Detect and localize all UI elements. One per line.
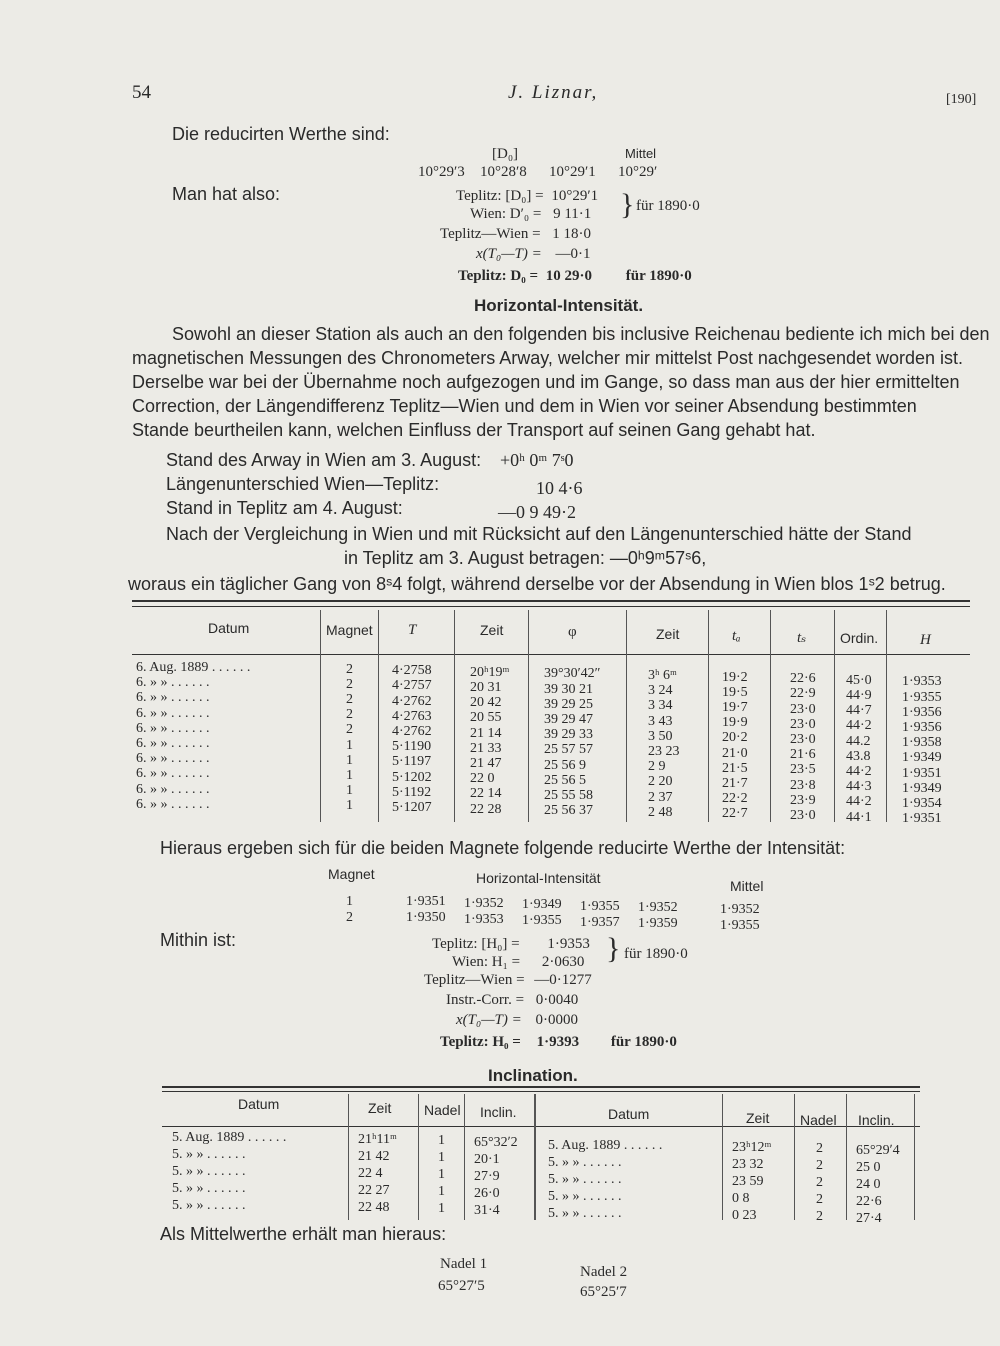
t1-header-magnet: Magnet bbox=[326, 622, 373, 638]
t1-cell-T: 4·2762 bbox=[392, 724, 432, 739]
declination-intro: Die reducirten Werthe sind: bbox=[172, 124, 390, 144]
t1-cell-datum: 6. » » . . . . . . bbox=[136, 751, 210, 767]
t2-left-cell: 27·9 bbox=[474, 1168, 500, 1184]
mittel-label: Mittel bbox=[625, 146, 657, 161]
t1-cell-datum: 6. » » . . . . . . bbox=[136, 705, 210, 721]
para-line-3: Derselbe war bei der Übernahme noch aufgezogen und im Gange, so dass man aus der hier ermittelten bbox=[132, 372, 960, 392]
page-number: 54 bbox=[132, 82, 151, 103]
t1-cell-phi: 39 29 47 bbox=[544, 712, 593, 727]
decl-line-4 bbox=[476, 246, 591, 263]
stand-line-1-label: Stand des Arway in Wien am 3. August: bbox=[166, 450, 482, 470]
decl-fur: für 1890·0 bbox=[636, 198, 700, 214]
int-line-3-label: Teplitz—Wien = bbox=[424, 972, 525, 988]
t2-header-datum-left: Datum bbox=[238, 1096, 280, 1112]
t1-header-T: T bbox=[408, 622, 417, 638]
t1-col-sep-9 bbox=[886, 610, 887, 822]
t1-col-sep-1 bbox=[320, 610, 321, 822]
table2-top-rule bbox=[162, 1086, 920, 1088]
t1-cell-phi: 25 57 57 bbox=[544, 742, 593, 758]
t1-cell-ta: 19·5 bbox=[722, 684, 748, 700]
int-row-mittel: 1·9352 bbox=[720, 902, 760, 917]
int-line-5-label: x(T₀—T) = bbox=[456, 1012, 522, 1028]
decl-line-2-value: 9 11·1 bbox=[553, 206, 592, 222]
t1-cell-ts: 23·5 bbox=[790, 762, 816, 778]
t2-col-sep-6 bbox=[794, 1094, 795, 1220]
int-row-value: 1·9352 bbox=[464, 895, 504, 911]
t1-cell-T: 4·2758 bbox=[392, 663, 432, 679]
t2-left-cell: 1 bbox=[438, 1167, 445, 1182]
t1-cell-zeit-2: 2 37 bbox=[648, 789, 673, 805]
t1-header-ta: tₐ bbox=[732, 628, 741, 644]
para-line-1: Sowohl an dieser Station als auch an den folgenden bis inclusive Reichenau bediente ich mich bei den bbox=[172, 324, 990, 344]
t1-cell-H: 1·9349 bbox=[902, 780, 942, 796]
t1-col-sep-6 bbox=[708, 610, 709, 822]
int-row-magnet: 1 bbox=[346, 894, 353, 909]
t1-cell-ts: 21·6 bbox=[790, 747, 816, 763]
t1-cell-phi: 25 56 9 bbox=[544, 757, 586, 773]
t1-cell-ordin: 44·9 bbox=[846, 688, 872, 703]
t1-cell-H: 1·9353 bbox=[902, 674, 942, 690]
para-line-4: Correction, der Längendifferenz Teplitz—Wien und dem in Wien vor seiner Absendung bestimmten bbox=[132, 396, 917, 416]
mithin-ist: Mithin ist: bbox=[160, 930, 237, 950]
t1-header-zeit-2: Zeit bbox=[656, 626, 680, 642]
t2-right-cell: 0 23 bbox=[732, 1207, 757, 1223]
t2-right-cell: 23ʰ12ᵐ bbox=[732, 1139, 772, 1155]
heading-inclination: Inclination. bbox=[488, 1066, 578, 1085]
t1-cell-phi: 25 56 37 bbox=[544, 803, 593, 819]
t2-header-nadel-left: Nadel bbox=[424, 1102, 461, 1118]
int-line-4 bbox=[446, 992, 578, 1009]
t1-cell-ordin: 43.8 bbox=[846, 748, 871, 764]
int-line-5-value: 0·0000 bbox=[535, 1012, 579, 1028]
int-result-fur: für 1890·0 bbox=[610, 1034, 677, 1050]
t2-right-cell: 23 59 bbox=[732, 1173, 764, 1189]
int-line-2 bbox=[452, 954, 584, 971]
t1-cell-ordin: 45·0 bbox=[846, 672, 872, 688]
int-line-2-label: Wien: H₁ = bbox=[452, 954, 521, 970]
t2-left-cell: 22 48 bbox=[358, 1199, 390, 1215]
t1-col-sep-7 bbox=[770, 610, 771, 822]
int-row-mittel: 1·9355 bbox=[720, 918, 760, 933]
vergleich-line-2: in Teplitz am 3. August betragen: —0ʰ9ᵐ57ˢ6, bbox=[344, 548, 707, 568]
t2-header-inclin-left: Inclin. bbox=[480, 1104, 517, 1120]
horizontal-paragraph bbox=[132, 322, 992, 442]
t1-header-zeit-1: Zeit bbox=[480, 622, 504, 638]
t2-header-inclin-right: Inclin. bbox=[858, 1112, 895, 1128]
t1-cell-zeit-2: 3 50 bbox=[648, 728, 673, 744]
decl-result-value: 10 29·0 bbox=[545, 268, 593, 284]
decl-value-1: 10°29ʹ3 bbox=[418, 164, 465, 180]
decl-line-3-label: Teplitz—Wien = bbox=[440, 226, 541, 242]
int-line-1-label: Teplitz: [H₀] = bbox=[432, 936, 520, 952]
t1-cell-H: 1·9349 bbox=[902, 750, 942, 766]
t1-cell-H: 1·9358 bbox=[902, 735, 942, 751]
man-hat-also: Man hat also: bbox=[172, 184, 281, 204]
t1-cell-H: 1·9356 bbox=[902, 720, 942, 735]
t1-header-ts: tₛ bbox=[797, 630, 807, 646]
int-line-4-label: Instr.-Corr. = bbox=[446, 992, 525, 1008]
stand-line-3-value: —0 9 49·2 bbox=[498, 502, 576, 522]
t1-cell-H: 1·9356 bbox=[902, 704, 942, 720]
t2-left-cell: 31·4 bbox=[474, 1202, 500, 1218]
t1-cell-phi: 39 29 33 bbox=[544, 727, 593, 743]
t1-cell-H: 1·9355 bbox=[902, 689, 942, 705]
t1-cell-ts: 23·0 bbox=[790, 808, 816, 823]
t1-cell-magnet: 2 bbox=[346, 722, 353, 738]
t2-left-cell: 22 27 bbox=[358, 1182, 390, 1198]
t2-left-cell: 5. » » . . . . . . bbox=[172, 1147, 246, 1162]
t1-cell-H: 1·9351 bbox=[902, 765, 942, 781]
t1-cell-T: 5·1202 bbox=[392, 769, 432, 785]
t1-cell-magnet: 1 bbox=[346, 737, 353, 753]
t1-cell-ts: 22·9 bbox=[790, 686, 816, 702]
nadel-1-label: Nadel 1 bbox=[440, 1256, 488, 1272]
t1-header-phi: φ bbox=[568, 624, 577, 640]
t2-right-cell: 22·6 bbox=[856, 1193, 882, 1209]
t1-cell-datum: 6. » » . . . . . . bbox=[136, 720, 210, 736]
t1-cell-ts: 23·9 bbox=[790, 792, 816, 808]
t1-cell-ta: 22·2 bbox=[722, 791, 748, 807]
t1-cell-zeit-1: 22 0 bbox=[470, 771, 495, 787]
int-col-horizontal: Horizontal-Intensität bbox=[476, 870, 601, 886]
t2-col-sep-8 bbox=[914, 1094, 915, 1220]
t1-cell-ts: 23·8 bbox=[790, 777, 816, 793]
t1-cell-T: 4·2762 bbox=[392, 693, 432, 709]
decl-line-4-label: x(T₀—T) = bbox=[476, 246, 542, 262]
t1-header-H: H bbox=[920, 632, 931, 648]
t2-col-sep-7 bbox=[846, 1094, 847, 1220]
int-row-magnet: 2 bbox=[346, 910, 353, 925]
t1-col-sep-5 bbox=[626, 610, 627, 822]
stand-line-3-label: Stand in Teplitz am 4. August: bbox=[166, 498, 403, 518]
t1-cell-magnet: 1 bbox=[346, 752, 353, 768]
intensity-intro: Hieraus ergeben sich für die beiden Magnete folgende reducirte Werthe der Intensität: bbox=[160, 838, 846, 858]
t2-left-cell: 5. Aug. 1889 . . . . . . bbox=[172, 1130, 287, 1145]
t1-cell-ta: 21·0 bbox=[722, 745, 748, 761]
table1-header-rule bbox=[132, 654, 970, 655]
int-row-value: 1·9357 bbox=[580, 914, 620, 930]
t1-cell-zeit-1: 20ʰ19ᵐ bbox=[470, 664, 510, 680]
t1-cell-zeit-1: 21 33 bbox=[470, 740, 502, 756]
d0-label: [D₀] bbox=[492, 146, 519, 162]
t1-cell-ordin: 44·2 bbox=[846, 764, 872, 779]
t1-cell-ordin: 44·3 bbox=[846, 779, 872, 795]
t2-left-cell: 22 4 bbox=[358, 1165, 383, 1181]
page-reference: [190] bbox=[946, 92, 977, 107]
t1-cell-T: 5·1207 bbox=[392, 800, 432, 815]
t1-cell-zeit-1: 20 31 bbox=[470, 680, 502, 695]
t1-cell-ordin: 44·1 bbox=[846, 809, 872, 825]
t1-cell-ordin: 44.2 bbox=[846, 733, 871, 749]
t2-right-cell: 5. Aug. 1889 . . . . . . bbox=[548, 1138, 663, 1153]
t1-cell-zeit-1: 22 28 bbox=[470, 801, 502, 817]
stand-line-2-label: Längenunterschied Wien—Teplitz: bbox=[166, 474, 440, 494]
decl-line-4-value: —0·1 bbox=[555, 246, 591, 262]
t2-left-cell: 20·1 bbox=[474, 1151, 500, 1167]
stand-line-2-value: 10 4·6 bbox=[536, 478, 583, 498]
t2-right-cell: 2 bbox=[816, 1209, 823, 1224]
int-col-mittel: Mittel bbox=[730, 878, 764, 894]
t2-col-sep-5 bbox=[722, 1094, 723, 1220]
t1-col-sep-2 bbox=[378, 610, 379, 822]
t2-right-cell: 5. » » . . . . . . bbox=[548, 1189, 622, 1204]
t1-col-sep-3 bbox=[454, 610, 455, 822]
t1-cell-phi: 39 30 21 bbox=[544, 681, 593, 697]
int-fur: für 1890·0 bbox=[624, 946, 688, 962]
decl-line-2 bbox=[470, 206, 591, 223]
t1-cell-magnet: 1 bbox=[346, 768, 353, 783]
mittel-intro: Als Mittelwerthe erhält man hieraus: bbox=[160, 1224, 447, 1244]
t2-right-cell: 5. » » . . . . . . bbox=[548, 1206, 622, 1221]
t1-cell-ta: 20·2 bbox=[722, 730, 748, 746]
int-row-value: 1·9355 bbox=[522, 913, 562, 928]
decl-line-1 bbox=[456, 188, 616, 205]
t1-cell-magnet: 1 bbox=[346, 798, 353, 814]
t2-left-cell: 21ʰ11ᵐ bbox=[358, 1131, 397, 1147]
t1-cell-zeit-1: 20 42 bbox=[470, 695, 502, 711]
brace-2: } bbox=[606, 932, 621, 965]
t2-right-cell: 0 8 bbox=[732, 1190, 750, 1206]
decl-line-3 bbox=[440, 226, 591, 243]
decl-value-3: 10°29ʹ1 bbox=[549, 164, 596, 180]
t1-cell-zeit-2: 3 43 bbox=[648, 713, 673, 729]
t1-cell-ta: 21·5 bbox=[722, 760, 748, 776]
t1-cell-magnet: 2 bbox=[346, 676, 353, 692]
t1-header-ordin: Ordin. bbox=[840, 630, 879, 646]
t1-cell-datum: 6. » » . . . . . . bbox=[136, 690, 210, 706]
t1-cell-ta: 21·7 bbox=[722, 776, 748, 791]
int-row-value: 1·9353 bbox=[464, 911, 504, 927]
int-line-3 bbox=[424, 972, 592, 989]
t1-cell-datum: 6. » » . . . . . . bbox=[136, 781, 210, 797]
decl-line-1-label: Teplitz: [D₀] = bbox=[456, 188, 544, 204]
heading-horizontal-intensitaet: Horizontal-Intensität. bbox=[474, 296, 644, 315]
t2-left-cell: 1 bbox=[438, 1133, 445, 1148]
t1-cell-T: 4·2763 bbox=[392, 708, 432, 724]
t1-cell-phi: 25 56 5 bbox=[544, 772, 586, 788]
t1-cell-ts: 22·6 bbox=[790, 671, 816, 687]
int-line-3-value: —0·1277 bbox=[534, 972, 592, 988]
t1-cell-zeit-2: 3 34 bbox=[648, 698, 673, 714]
t2-right-cell: 23 32 bbox=[732, 1156, 764, 1172]
t2-left-cell: 1 bbox=[438, 1201, 445, 1216]
t2-right-cell: 27·4 bbox=[856, 1210, 882, 1226]
t2-col-sep-2 bbox=[418, 1094, 419, 1220]
t1-cell-ta: 19·2 bbox=[722, 669, 748, 685]
t1-cell-ts: 23·0 bbox=[790, 732, 816, 747]
t1-cell-magnet: 2 bbox=[346, 707, 353, 723]
t1-cell-magnet: 2 bbox=[346, 661, 353, 677]
t2-left-cell: 5. » » . . . . . . bbox=[172, 1198, 246, 1213]
decl-line-2-label: Wien: D′₀ = bbox=[470, 206, 542, 222]
t2-header-nadel-right: Nadel bbox=[800, 1112, 837, 1128]
t1-cell-T: 5·1197 bbox=[392, 754, 432, 770]
t2-header-zeit-left: Zeit bbox=[368, 1100, 392, 1116]
int-line-4-value: 0·0040 bbox=[535, 992, 579, 1008]
t2-right-cell: 2 bbox=[816, 1141, 823, 1156]
t1-col-sep-8 bbox=[834, 610, 835, 822]
t2-left-cell: 26·0 bbox=[474, 1185, 500, 1201]
t1-cell-datum: 6. » » . . . . . . bbox=[136, 766, 210, 782]
decl-line-3-value: 1 18·0 bbox=[552, 226, 592, 242]
t1-cell-phi: 39 29 25 bbox=[544, 696, 593, 712]
int-row-value: 1·9352 bbox=[638, 900, 678, 915]
int-row-value: 1·9355 bbox=[580, 898, 620, 914]
t2-right-cell: 5. » » . . . . . . bbox=[548, 1155, 622, 1170]
t2-col-sep-3 bbox=[464, 1094, 465, 1220]
t2-col-sep-1 bbox=[348, 1094, 349, 1220]
decl-value-2: 10°28ʹ8 bbox=[480, 164, 527, 180]
t2-right-cell: 65°29ʹ4 bbox=[856, 1142, 900, 1158]
t2-left-cell: 65°32ʹ2 bbox=[474, 1134, 518, 1150]
table2-top-rule-2 bbox=[162, 1091, 920, 1092]
t1-cell-ts: 23·0 bbox=[790, 716, 816, 732]
para-line-5: Stande beurtheilen kann, welchen Einfluss der Transport auf seinen Gang gehabt hat. bbox=[132, 420, 816, 440]
t1-cell-zeit-2: 3ʰ 6ᵐ bbox=[648, 668, 677, 683]
t1-cell-ta: 19·9 bbox=[722, 715, 748, 731]
t2-right-cell: 2 bbox=[816, 1158, 823, 1173]
t1-cell-datum: 6. Aug. 1889 . . . . . . bbox=[136, 660, 251, 675]
t1-cell-ordin: 44·7 bbox=[846, 703, 872, 719]
t1-cell-phi: 39°30′42″ bbox=[544, 666, 601, 682]
t2-left-cell: 5. » » . . . . . . bbox=[172, 1164, 246, 1179]
t1-cell-H: 1·9354 bbox=[902, 796, 942, 811]
t1-cell-zeit-2: 3 24 bbox=[648, 683, 673, 699]
int-row-value: 1·9351 bbox=[406, 894, 446, 909]
t1-cell-ta: 19·7 bbox=[722, 700, 748, 715]
t1-cell-magnet: 2 bbox=[346, 692, 353, 707]
nadel-1-value: 65°27ʹ5 bbox=[438, 1278, 485, 1294]
vergleich-line-1: Nach der Vergleichung in Wien und mit Rücksicht auf den Längenunterschied hätte der Stand bbox=[166, 524, 912, 544]
decl-result-label: Teplitz: D₀ = bbox=[458, 268, 538, 284]
int-line-2-value: 2·0630 bbox=[541, 954, 585, 970]
t1-cell-phi: 25 55 58 bbox=[544, 788, 593, 803]
int-row-value: 1·9349 bbox=[522, 897, 562, 912]
decl-result-fur: für 1890·0 bbox=[625, 268, 692, 284]
t2-col-sep-mid bbox=[534, 1094, 536, 1220]
t1-cell-T: 4·2757 bbox=[392, 678, 432, 694]
t2-right-cell: 2 bbox=[816, 1192, 823, 1207]
author-running-head: J. Liznar, bbox=[508, 82, 599, 103]
decl-mittel-value: 10°29ʹ bbox=[618, 164, 658, 180]
int-line-1 bbox=[432, 936, 590, 953]
int-row-value: 1·9359 bbox=[638, 916, 678, 931]
int-result-value: 1·9393 bbox=[536, 1034, 580, 1050]
int-col-magnet: Magnet bbox=[328, 866, 375, 882]
stand-line-1-value: +0ʰ 0ᵐ 7ˢ0 bbox=[500, 450, 574, 470]
t1-cell-ordin: 44·2 bbox=[846, 794, 872, 810]
t1-cell-ta: 22·7 bbox=[722, 806, 748, 822]
int-result bbox=[440, 1034, 677, 1051]
t1-col-sep-4 bbox=[528, 610, 529, 822]
t2-right-cell: 24 0 bbox=[856, 1176, 881, 1192]
decl-line-1-value: 10°29ʹ1 bbox=[551, 188, 599, 204]
t1-cell-datum: 6. » » . . . . . . bbox=[136, 796, 210, 812]
t1-cell-ts: 23·0 bbox=[790, 701, 816, 717]
int-line-1-value: 1·9353 bbox=[547, 936, 590, 952]
t1-cell-magnet: 1 bbox=[346, 783, 353, 799]
t2-right-cell: 2 bbox=[816, 1175, 823, 1190]
int-result-label: Teplitz: H₀ = bbox=[440, 1034, 521, 1050]
t1-cell-datum: 6. » » . . . . . . bbox=[136, 736, 210, 751]
t1-cell-zeit-1: 20 55 bbox=[470, 710, 502, 726]
t2-left-cell: 21 42 bbox=[358, 1148, 390, 1164]
table1-top-rule bbox=[132, 600, 970, 602]
t2-left-cell: 1 bbox=[438, 1150, 445, 1165]
t1-cell-ordin: 44·2 bbox=[846, 718, 872, 734]
t1-cell-zeit-1: 22 14 bbox=[470, 786, 502, 802]
t2-right-cell: 5. » » . . . . . . bbox=[548, 1172, 622, 1187]
t1-cell-zeit-2: 23 23 bbox=[648, 744, 680, 759]
t1-cell-zeit-1: 21 47 bbox=[470, 756, 502, 771]
t1-cell-zeit-2: 2 20 bbox=[648, 774, 673, 790]
t2-header-datum-right: Datum bbox=[608, 1106, 650, 1122]
t1-cell-zeit-1: 21 14 bbox=[470, 725, 502, 741]
t1-cell-T: 5·1192 bbox=[392, 784, 432, 800]
nadel-2-value: 65°25ʹ7 bbox=[580, 1284, 627, 1300]
brace: } bbox=[620, 188, 635, 221]
t1-cell-H: 1·9351 bbox=[902, 811, 942, 827]
t2-left-cell: 1 bbox=[438, 1184, 445, 1199]
vergleich-line-3: woraus ein täglicher Gang von 8ˢ4 folgt, während derselbe vor der Absendung in Wien blos 1ˢ2 betrug. bbox=[128, 574, 946, 594]
t1-header-datum: Datum bbox=[208, 620, 250, 636]
t1-cell-T: 5·1190 bbox=[392, 739, 432, 755]
t1-cell-zeit-2: 2 48 bbox=[648, 804, 673, 820]
nadel-2-label: Nadel 2 bbox=[580, 1264, 628, 1280]
int-line-5 bbox=[456, 1012, 578, 1029]
para-line-2: magnetischen Messungen des Chronometers Arway, welcher mir mittelst Post nachgesendet worden ist. bbox=[132, 348, 964, 368]
table1-top-rule-2 bbox=[132, 606, 970, 607]
t1-cell-datum: 6. » » . . . . . . bbox=[136, 675, 210, 691]
t2-header-zeit-right: Zeit bbox=[746, 1110, 770, 1126]
decl-result bbox=[458, 268, 692, 285]
int-row-value: 1·9350 bbox=[406, 910, 446, 925]
t2-left-cell: 5. » » . . . . . . bbox=[172, 1181, 246, 1196]
t1-cell-zeit-2: 2 9 bbox=[648, 759, 666, 775]
t2-right-cell: 25 0 bbox=[856, 1159, 881, 1175]
